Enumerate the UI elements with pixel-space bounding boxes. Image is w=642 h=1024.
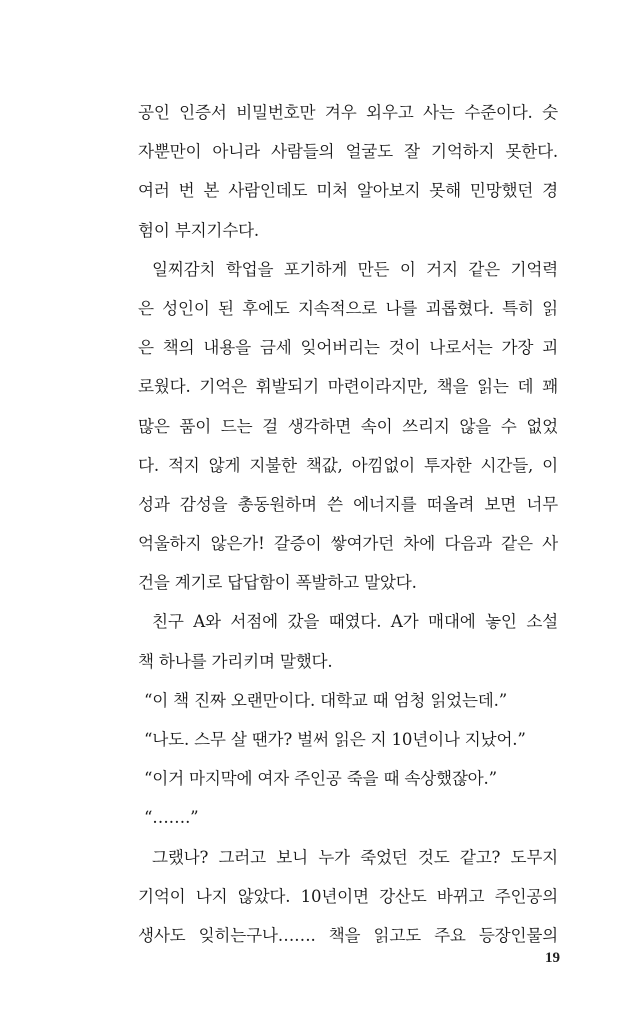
dialogue-line: “나도. 스무 살 땐가? 벌써 읽은 지 10년이나 지났어.”	[144, 730, 526, 749]
page-number: 19	[545, 950, 560, 966]
text-line: 성과 감성을 총동원하며 쓴 에너지를 떠올려 보면 너무	[138, 494, 558, 514]
text-line: 자뿐만이 아니라 사람들의 얼굴도 잘 기억하지 못한다.	[138, 142, 558, 162]
text-line: 다. 적지 않게 지불한 책값, 아낌없이 투자한 시간들, 이	[138, 455, 558, 475]
text-line: 은 책의 내용을 금세 잊어버리는 것이 나로서는 가장 괴	[138, 338, 558, 358]
dialogue-line: “…….”	[144, 808, 199, 828]
text-line: 생사도 잊히는구나……. 책을 읽고도 주요 등장인물의	[138, 925, 558, 945]
text-line: 공인 인증서 비밀번호만 겨우 외우고 사는 수준이다. 숫	[138, 103, 558, 122]
dialogue-line: “이 책 진짜 오랜만이다. 대학교 때 엄청 읽었는데.”	[144, 690, 507, 710]
text-line: 험이 부지기수다.	[138, 220, 259, 240]
text-line: 친구 A와 서점에 갔을 때였다. A가 매대에 놓인 소설	[152, 612, 558, 632]
text-line: 은 성인이 된 후에도 지속적으로 나를 괴롭혔다. 특히 읽	[138, 298, 558, 318]
text-line: 건을 계기로 답답함이 폭발하고 말았다.	[138, 573, 417, 593]
text-line: 일찌감치 학업을 포기하게 만든 이 거지 같은 기억력	[152, 259, 558, 279]
text-line: 많은 품이 드는 걸 생각하면 속이 쓰리지 않을 수 없었	[138, 416, 558, 436]
text-line: 억울하지 않은가! 갈증이 쌓여가던 차에 다음과 같은 사	[138, 534, 558, 554]
text-line: 책 하나를 가리키며 말했다.	[138, 651, 333, 671]
text-line: 기억이 나지 않았다. 10년이면 강산도 바뀌고 주인공의	[138, 886, 558, 906]
text-line: 그랬나? 그러고 보니 누가 죽었던 것도 같고? 도무지	[152, 847, 558, 867]
text-line: 여러 번 본 사람인데도 미처 알아보지 못해 민망했던 경	[138, 181, 558, 201]
body-text	[138, 93, 558, 955]
dialogue-line: “이거 마지막에 여자 주인공 죽을 때 속상했잖아.”	[144, 769, 497, 789]
text-line: 로웠다. 기억은 휘발되기 마련이라지만, 책을 읽는 데 꽤	[138, 377, 558, 397]
